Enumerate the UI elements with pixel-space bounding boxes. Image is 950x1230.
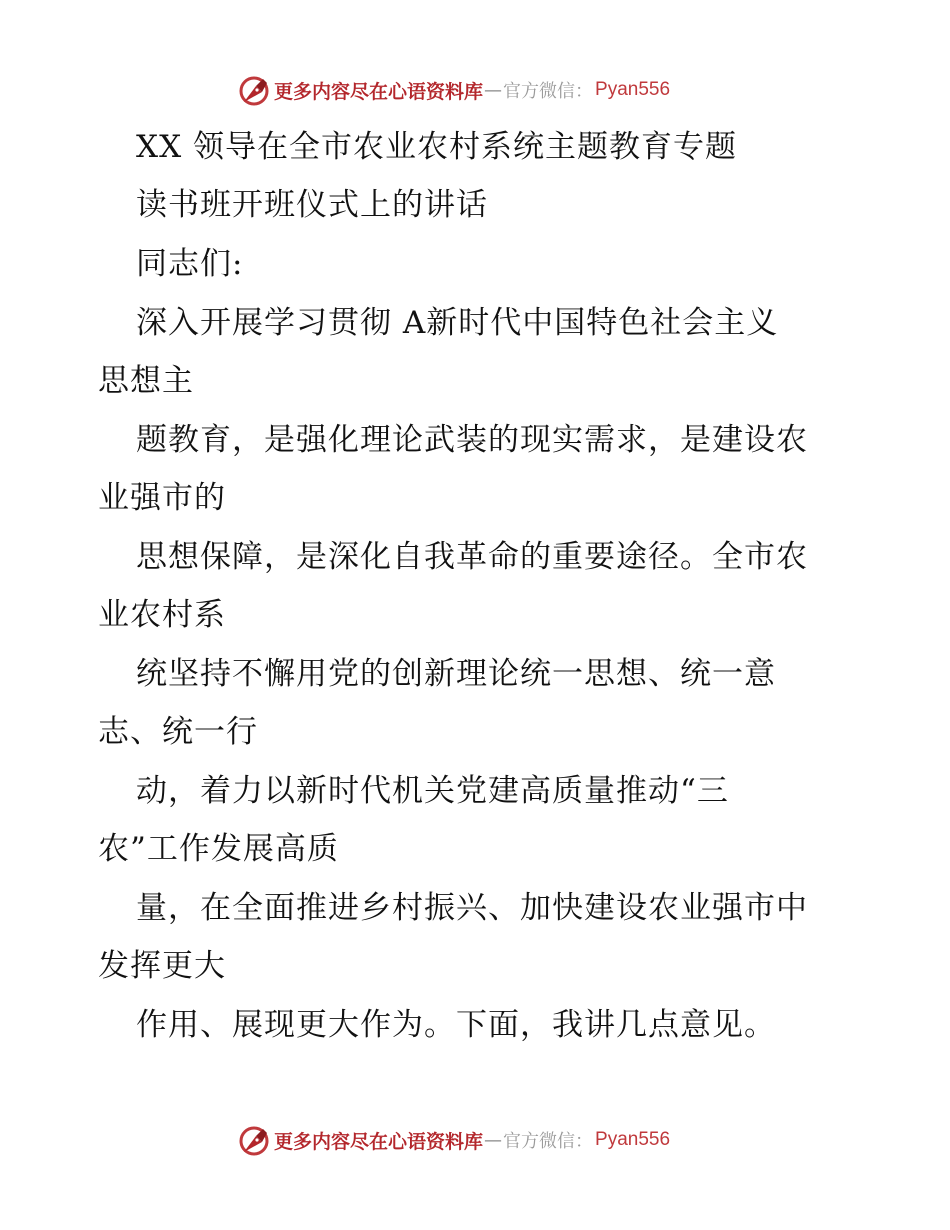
paragraph-line: 统坚持不懈用党的创新理论统一思想、统一意 bbox=[136, 656, 776, 692]
pen-nib-logo-icon bbox=[236, 1122, 272, 1158]
paragraph-line: 发挥更大 bbox=[98, 948, 226, 984]
watermark-text: 更多内容尽在心语资料库 bbox=[274, 80, 484, 103]
paragraph-line: 题教育，是强化理论武装的现实需求，是建设农 bbox=[136, 422, 808, 458]
pen-nib-logo-icon bbox=[236, 72, 272, 108]
footer-watermark bbox=[236, 1122, 670, 1158]
watermark-label: 官方微信： bbox=[503, 81, 594, 102]
document-title-line-2: 读书班开班仪式上的讲话 bbox=[136, 187, 488, 223]
paragraph-line: 业强市的 bbox=[98, 480, 226, 516]
watermark-dash: — bbox=[484, 79, 503, 101]
paragraph-line: 志、统一行 bbox=[98, 714, 258, 750]
salutation: 同志们: bbox=[136, 246, 244, 282]
watermark-text: 更多内容尽在心语资料库 bbox=[274, 1130, 484, 1153]
watermark-handle: Pyan556 bbox=[595, 79, 671, 100]
paragraph-line: 思想主 bbox=[98, 363, 194, 399]
paragraph-line: 农”工作发展高质 bbox=[98, 831, 339, 867]
paragraph-line: 业农村系 bbox=[98, 597, 226, 633]
paragraph-line: 思想保障，是深化自我革命的重要途径。全市农 bbox=[136, 539, 808, 575]
watermark-label: 官方微信： bbox=[503, 1131, 594, 1152]
header-watermark bbox=[236, 72, 670, 108]
paragraph-line: 动，着力以新时代机关党建高质量推动“三 bbox=[136, 773, 729, 809]
watermark-dash: — bbox=[484, 1129, 503, 1151]
watermark-handle: Pyan556 bbox=[595, 1129, 671, 1150]
paragraph-line: 深入开展学习贯彻 A新时代中国特色社会主义 bbox=[136, 305, 779, 341]
paragraph-line: 作用、展现更大作为。下面，我讲几点意见。 bbox=[136, 1007, 776, 1043]
document-title-line-1: XX 领导在全市农业农村系统主题教育专题 bbox=[136, 129, 737, 165]
paragraph-line: 量，在全面推进乡村振兴、加快建设农业强市中 bbox=[136, 890, 808, 926]
